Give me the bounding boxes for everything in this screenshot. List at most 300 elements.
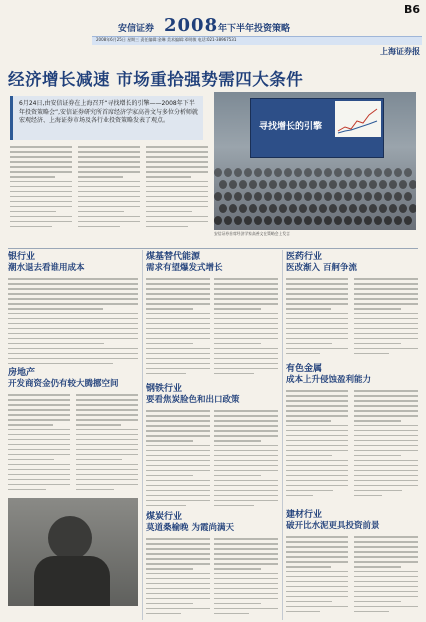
text-line	[354, 303, 418, 305]
screen-title: 寻找增长的引擎	[259, 122, 323, 132]
text-line	[76, 484, 138, 486]
text-line	[354, 485, 418, 487]
text-line	[214, 415, 278, 417]
audience-head	[304, 216, 312, 225]
text-line	[146, 450, 210, 452]
text-line	[8, 293, 138, 295]
audience-head	[389, 204, 397, 213]
column-divider-2	[282, 250, 283, 620]
audience-head	[359, 180, 367, 189]
text-line	[354, 323, 418, 325]
section-subtitle-steel: 要看焦炭脸色和出口政策	[146, 395, 240, 405]
screen-chart	[335, 101, 381, 137]
audience-head	[319, 180, 327, 189]
audience-head	[214, 168, 222, 177]
photo-caption: 安信证券首席经济学家高善文在策略会上发言	[214, 231, 290, 236]
text-line	[354, 606, 418, 608]
text-line	[146, 298, 210, 300]
audience-head	[289, 180, 297, 189]
text-line	[214, 613, 249, 615]
text-line	[286, 430, 348, 432]
audience-head	[384, 192, 392, 201]
text-line	[286, 586, 348, 588]
section-title-coal: 煤炭行业	[146, 512, 183, 522]
audience-head	[369, 180, 377, 189]
audience-head	[224, 192, 232, 201]
text-line	[146, 543, 210, 545]
audience-head	[364, 216, 372, 225]
text-line	[146, 548, 210, 550]
text-line	[214, 288, 278, 290]
text-line	[354, 480, 418, 482]
text-line	[214, 348, 278, 350]
audience-head	[329, 204, 337, 213]
audience-head	[354, 168, 362, 177]
text-line	[354, 338, 418, 340]
screen-chart-graphic	[335, 101, 381, 137]
text-line	[8, 479, 70, 481]
audience-head	[244, 168, 252, 177]
audience-head	[374, 168, 382, 177]
text-line	[286, 440, 348, 442]
text-line	[146, 553, 210, 555]
text-line	[146, 308, 193, 310]
text-line	[354, 495, 382, 497]
audience-head	[409, 180, 416, 189]
text-line	[354, 586, 418, 588]
audience-head	[394, 168, 402, 177]
section-subtitle-coal: 莫道桑榆晚 为霞尚满天	[146, 523, 234, 533]
text-line	[8, 484, 70, 486]
text-line	[286, 445, 348, 447]
text-line	[8, 399, 70, 401]
text-line	[146, 460, 210, 462]
text-line	[146, 373, 186, 375]
text-line	[286, 303, 348, 305]
text-line	[354, 440, 418, 442]
text-line	[286, 313, 348, 315]
text-line	[214, 548, 278, 550]
text-line	[354, 405, 418, 407]
text-line	[286, 425, 348, 427]
text-line	[354, 278, 418, 280]
text-line	[76, 419, 138, 421]
audience-head	[319, 204, 327, 213]
text-line	[354, 293, 418, 295]
property-body-1	[8, 394, 70, 494]
text-line	[286, 485, 348, 487]
text-line	[354, 601, 401, 603]
text-line	[76, 444, 138, 446]
audience-head	[224, 216, 232, 225]
text-line	[214, 363, 278, 365]
text-line	[8, 439, 70, 441]
column-divider-1	[142, 250, 143, 620]
text-line	[146, 603, 193, 605]
text-line	[8, 464, 70, 466]
section-title-building: 建材行业	[286, 510, 323, 520]
text-line	[354, 348, 418, 350]
audience-head	[364, 192, 372, 201]
text-line	[214, 568, 261, 570]
text-line	[286, 435, 348, 437]
text-line	[214, 460, 278, 462]
text-line	[354, 415, 418, 417]
text-line	[8, 343, 104, 345]
text-line	[8, 323, 138, 325]
audience-head	[284, 168, 292, 177]
text-line	[8, 348, 138, 350]
coal-body-1	[146, 538, 210, 618]
audience-head	[259, 180, 267, 189]
section-title-property: 房地产	[8, 368, 36, 378]
masthead-left: 安信证券	[118, 24, 155, 34]
audience	[214, 162, 416, 230]
text-line	[76, 394, 138, 396]
audience-head	[324, 192, 332, 201]
text-line	[146, 358, 210, 360]
audience-head	[339, 180, 347, 189]
text-line	[286, 298, 348, 300]
section-subtitle-bank: 潮水退去看谁用成本	[8, 263, 85, 273]
text-line	[354, 425, 418, 427]
audience-head	[334, 168, 342, 177]
text-line	[76, 449, 138, 451]
text-line	[286, 293, 348, 295]
text-line	[146, 593, 210, 595]
text-line	[146, 538, 210, 540]
text-line	[8, 449, 70, 451]
text-line	[214, 435, 278, 437]
text-line	[354, 551, 418, 553]
section-subtitle-pharma: 医改渐入 百舸争流	[286, 263, 357, 273]
section-title-coal-energy: 煤基替代能源	[146, 252, 201, 262]
audience-head	[399, 180, 407, 189]
main-headline: 经济增长减速 市场重拾强势需四大条件	[8, 70, 304, 89]
text-line	[214, 358, 278, 360]
text-line	[286, 581, 348, 583]
audience-head	[289, 204, 297, 213]
text-line	[286, 338, 348, 340]
text-line	[214, 583, 278, 585]
text-line	[8, 278, 138, 280]
audience-head	[274, 216, 282, 225]
text-line	[146, 430, 210, 432]
text-line	[214, 373, 254, 375]
text-line	[8, 313, 138, 315]
bank-body	[8, 278, 138, 368]
audience-head	[379, 180, 387, 189]
text-line	[286, 495, 313, 497]
audience-head	[344, 216, 352, 225]
text-line	[8, 434, 70, 436]
audience-head	[269, 180, 277, 189]
text-line	[8, 358, 138, 360]
text-line	[354, 455, 401, 457]
text-line	[76, 399, 138, 401]
text-line	[286, 460, 348, 462]
text-line	[354, 536, 418, 538]
steel-body-1	[146, 410, 210, 510]
text-line	[146, 278, 210, 280]
text-line	[354, 435, 418, 437]
text-line	[146, 415, 210, 417]
audience-head	[354, 192, 362, 201]
text-line	[8, 474, 70, 476]
text-line	[354, 308, 401, 310]
projection-screen	[250, 98, 384, 158]
audience-head	[304, 168, 312, 177]
text-line	[354, 470, 418, 472]
text-line	[214, 505, 254, 507]
audience-head	[369, 204, 377, 213]
text-line	[76, 404, 138, 406]
text-line	[146, 573, 210, 575]
text-line	[8, 338, 138, 340]
building-body-2	[354, 536, 418, 616]
text-line	[8, 303, 138, 305]
text-line	[214, 343, 261, 345]
text-line	[214, 573, 278, 575]
audience-head	[219, 204, 227, 213]
audience-head	[249, 180, 257, 189]
conference-photo	[214, 92, 416, 230]
text-line	[354, 450, 418, 452]
text-line	[8, 419, 70, 421]
text-line	[286, 541, 348, 543]
text-line	[214, 333, 278, 335]
text-line	[8, 424, 53, 426]
text-line	[354, 430, 418, 432]
audience-head	[214, 192, 222, 201]
audience-head	[254, 216, 262, 225]
text-line	[146, 490, 210, 492]
text-line	[8, 298, 138, 300]
page-header	[0, 0, 426, 56]
text-line	[146, 588, 210, 590]
text-line	[286, 278, 348, 280]
text-line	[214, 495, 278, 497]
text-line	[8, 318, 138, 320]
text-line	[76, 409, 138, 411]
text-line	[214, 480, 278, 482]
text-line	[76, 424, 121, 426]
text-line	[146, 343, 193, 345]
audience-head	[264, 192, 272, 201]
text-line	[146, 455, 210, 457]
text-line	[354, 581, 418, 583]
text-line	[214, 598, 278, 600]
section-title-bank: 银行业	[8, 252, 36, 262]
audience-head	[334, 192, 342, 201]
audience-head	[239, 180, 247, 189]
audience-head	[354, 216, 362, 225]
text-line	[214, 445, 278, 447]
text-line	[286, 556, 348, 558]
small-photo	[8, 498, 138, 606]
audience-head	[299, 180, 307, 189]
text-line	[214, 558, 278, 560]
text-line	[146, 445, 210, 447]
audience-head	[314, 216, 322, 225]
audience-head	[389, 180, 397, 189]
audience-head	[234, 168, 242, 177]
text-line	[286, 343, 332, 345]
audience-head	[279, 180, 287, 189]
audience-head	[404, 192, 412, 201]
text-line	[214, 283, 278, 285]
metals-body-2	[354, 390, 418, 500]
text-line	[286, 450, 348, 452]
text-line	[76, 464, 138, 466]
audience-head	[299, 204, 307, 213]
audience-head	[224, 168, 232, 177]
text-line	[286, 606, 348, 608]
text-line	[286, 566, 331, 568]
pharma-body-2	[354, 278, 418, 358]
audience-head	[279, 204, 287, 213]
text-line	[146, 420, 210, 422]
audience-head	[244, 216, 252, 225]
text-line	[8, 333, 138, 335]
audience-head	[324, 216, 332, 225]
text-line	[286, 323, 348, 325]
text-line	[286, 318, 348, 320]
audience-head	[239, 204, 247, 213]
text-line	[354, 596, 418, 598]
audience-head	[264, 216, 272, 225]
text-line	[286, 536, 348, 538]
text-line	[286, 288, 348, 290]
audience-head	[234, 192, 242, 201]
text-line	[354, 571, 418, 573]
text-line	[286, 480, 348, 482]
text-line	[214, 338, 278, 340]
text-line	[214, 450, 278, 452]
audience-head	[294, 216, 302, 225]
text-line	[8, 469, 70, 471]
audience-head	[304, 192, 312, 201]
text-line	[8, 288, 138, 290]
text-line	[146, 363, 210, 365]
text-line	[354, 390, 418, 392]
text-line	[214, 578, 278, 580]
text-line	[214, 490, 278, 492]
text-line	[146, 313, 210, 315]
text-line	[8, 489, 46, 491]
text-line	[146, 323, 210, 325]
text-line	[214, 603, 261, 605]
audience-head	[339, 204, 347, 213]
section-subtitle-metals: 成本上升侵蚀盈利能力	[286, 375, 372, 385]
text-line	[214, 500, 278, 502]
coal-energy-body-1	[146, 278, 210, 378]
text-line	[8, 363, 113, 365]
text-line	[76, 469, 138, 471]
text-line	[286, 465, 348, 467]
text-line	[214, 323, 278, 325]
text-line	[214, 465, 278, 467]
text-line	[214, 308, 261, 310]
text-line	[354, 298, 418, 300]
audience-head	[294, 192, 302, 201]
text-line	[286, 475, 348, 477]
audience-head	[249, 204, 257, 213]
text-line	[8, 429, 70, 431]
section-title-metals: 有色金属	[286, 364, 323, 374]
audience-head	[334, 216, 342, 225]
text-line	[286, 591, 348, 593]
masthead-title	[118, 15, 318, 35]
text-line	[146, 613, 181, 615]
section-subtitle-coal-energy: 需求有望爆发式增长	[146, 263, 223, 273]
text-line	[76, 479, 138, 481]
property-body-2	[76, 394, 138, 494]
text-line	[146, 470, 210, 472]
lead-box	[10, 96, 203, 140]
audience-head	[344, 192, 352, 201]
audience-head	[274, 168, 282, 177]
text-line	[214, 278, 278, 280]
text-line	[286, 571, 348, 573]
audience-head	[284, 192, 292, 201]
audience-head	[409, 204, 416, 213]
text-line	[214, 593, 278, 595]
text-line	[286, 455, 332, 457]
text-line	[146, 283, 210, 285]
text-line	[214, 608, 278, 610]
text-line	[146, 465, 210, 467]
text-line	[286, 420, 331, 422]
text-line	[76, 439, 138, 441]
text-line	[8, 459, 54, 461]
audience-head	[294, 168, 302, 177]
text-line	[286, 400, 348, 402]
audience-head	[349, 180, 357, 189]
audience-head	[404, 216, 412, 225]
text-line	[146, 328, 210, 330]
text-line	[354, 410, 418, 412]
text-line	[286, 308, 331, 310]
text-line	[286, 395, 348, 397]
pharma-body-1	[286, 278, 348, 358]
text-line	[146, 435, 210, 437]
text-line	[214, 420, 278, 422]
section-title-pharma: 医药行业	[286, 252, 323, 262]
audience-head	[404, 168, 412, 177]
text-line	[354, 465, 418, 467]
text-line	[286, 596, 348, 598]
page-number: B6	[403, 3, 420, 16]
text-line	[214, 553, 278, 555]
audience-head	[329, 180, 337, 189]
text-line	[214, 485, 278, 487]
person-silhouette	[48, 516, 92, 560]
audience-head	[229, 180, 237, 189]
text-line	[354, 283, 418, 285]
text-line	[8, 454, 70, 456]
text-line	[354, 395, 418, 397]
text-line	[354, 475, 418, 477]
text-line	[214, 470, 278, 472]
text-line	[354, 400, 418, 402]
audience-head	[229, 204, 237, 213]
text-line	[214, 410, 278, 412]
text-line	[354, 556, 418, 558]
audience-head	[234, 216, 242, 225]
text-line	[146, 353, 210, 355]
text-line	[214, 440, 261, 442]
